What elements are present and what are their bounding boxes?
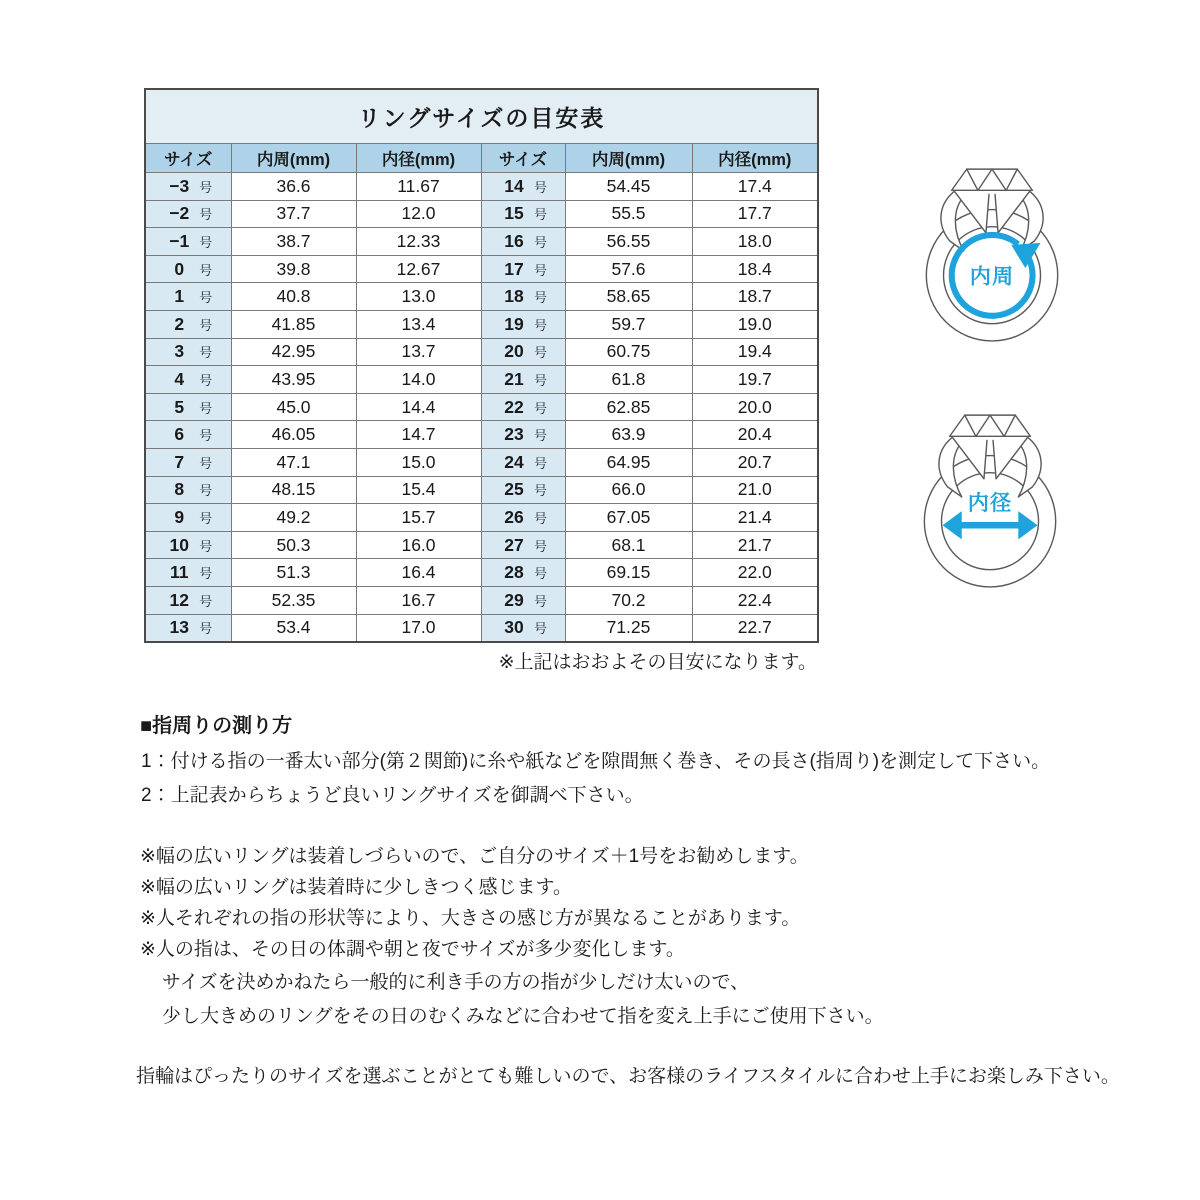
size-cell (481, 393, 565, 421)
size-unit: 号 (199, 179, 213, 195)
table-row (145, 338, 818, 366)
diameter-value-cell: 20.7 (692, 448, 818, 476)
guide-footer: 指輪はぴったりのサイズを選ぶことがとても難しいので、お客様のライフスタイルに合わせ上手にお楽しみ下さい。 (136, 1066, 1120, 1087)
table-row (145, 476, 818, 504)
circumference-value-cell: 38.7 (231, 228, 356, 256)
circumference-value-cell: 40.8 (231, 283, 356, 311)
col-header-diameter-left: 内径(mm) (356, 144, 481, 173)
circumference-value-cell: 42.95 (231, 338, 356, 366)
diameter-value-cell: 12.33 (356, 228, 481, 256)
size-unit: 号 (533, 593, 547, 609)
size-number: 18 (504, 286, 524, 307)
diameter-value-cell: 11.67 (356, 173, 481, 201)
size-unit: 号 (533, 207, 547, 223)
size-cell (145, 448, 231, 476)
diameter-value-cell: 14.4 (356, 393, 481, 421)
size-unit: 号 (199, 593, 213, 609)
size-cell (145, 366, 231, 394)
circumference-value-cell: 43.95 (231, 366, 356, 394)
table-row (145, 200, 818, 228)
col-header-circumference-right: 内周(mm) (565, 144, 692, 173)
size-cell (145, 504, 231, 532)
circumference-value-cell: 71.25 (565, 614, 692, 642)
size-cell (145, 255, 231, 283)
size-cell (145, 338, 231, 366)
size-cell (481, 531, 565, 559)
size-number: 23 (504, 424, 524, 445)
size-unit: 号 (533, 621, 547, 637)
circumference-value-cell: 50.3 (231, 531, 356, 559)
table-row (145, 531, 818, 559)
circumference-value-cell: 66.0 (565, 476, 692, 504)
size-cell (481, 283, 565, 311)
diameter-value-cell: 21.7 (692, 531, 818, 559)
size-cell (145, 283, 231, 311)
size-number: 25 (504, 479, 524, 500)
table-row (145, 228, 818, 256)
size-unit: 号 (199, 207, 213, 223)
circumference-value-cell: 37.7 (231, 200, 356, 228)
size-unit: 号 (199, 317, 213, 333)
guide-note: ※幅の広いリングは装着しづらいので、ご自分のサイズ＋1号をお勧めします。 (140, 846, 809, 867)
circumference-value-cell: 49.2 (231, 504, 356, 532)
table-row (145, 504, 818, 532)
size-unit: 号 (533, 372, 547, 388)
circumference-value-cell: 61.8 (565, 366, 692, 394)
circumference-value-cell: 46.05 (231, 421, 356, 449)
size-number: −1 (169, 230, 190, 251)
size-unit: 号 (533, 345, 547, 361)
circumference-value-cell: 57.6 (565, 255, 692, 283)
circumference-value-cell: 54.45 (565, 173, 692, 201)
size-unit: 号 (199, 290, 213, 306)
size-number: 29 (504, 589, 524, 610)
size-number: 0 (174, 258, 185, 279)
circumference-value-cell: 48.15 (231, 476, 356, 504)
diameter-value-cell: 21.4 (692, 504, 818, 532)
size-unit: 号 (533, 483, 547, 499)
circumference-value-cell: 47.1 (231, 448, 356, 476)
size-number: 11 (169, 562, 189, 583)
size-unit: 号 (533, 428, 547, 444)
diameter-value-cell: 13.7 (356, 338, 481, 366)
circumference-value-cell: 68.1 (565, 531, 692, 559)
table-row (145, 173, 818, 201)
size-unit: 号 (199, 510, 213, 526)
size-unit: 号 (533, 234, 547, 250)
size-cell (145, 228, 231, 256)
circumference-value-cell: 64.95 (565, 448, 692, 476)
size-number: 13 (169, 617, 189, 638)
circumference-value-cell: 53.4 (231, 614, 356, 642)
size-number: 28 (504, 562, 524, 583)
diameter-value-cell: 20.0 (692, 393, 818, 421)
size-cell (145, 200, 231, 228)
col-header-size-right: サイズ (481, 144, 565, 173)
diameter-value-cell: 22.7 (692, 614, 818, 642)
size-number: 3 (174, 341, 185, 362)
circumference-value-cell: 41.85 (231, 310, 356, 338)
size-cell (481, 476, 565, 504)
guide-note: ※幅の広いリングは装着時に少しきつく感じます。 (140, 877, 573, 898)
circumference-value-cell: 56.55 (565, 228, 692, 256)
size-unit: 号 (533, 317, 547, 333)
circumference-value-cell: 55.5 (565, 200, 692, 228)
table-row (145, 393, 818, 421)
diamond-icon (950, 415, 1031, 436)
ring-size-table (144, 88, 819, 643)
col-header-size-left: サイズ (145, 144, 231, 173)
guide-step: 2：上記表からちょうど良いリングサイズを御調べ下さい。 (141, 785, 644, 806)
size-unit: 号 (199, 345, 213, 361)
size-cell (145, 614, 231, 642)
diameter-value-cell: 19.0 (692, 310, 818, 338)
size-number: 14 (504, 175, 524, 196)
size-number: 24 (504, 451, 524, 472)
table-row (145, 310, 818, 338)
circumference-value-cell: 51.3 (231, 559, 356, 587)
circumference-value-cell: 39.8 (231, 255, 356, 283)
size-number: 27 (504, 534, 524, 555)
size-cell (145, 559, 231, 587)
guide-note-continuation: 少し大きめのリングをその日のむくみなどに合わせて指を変え上手にご使用下さい。 (162, 1006, 884, 1027)
size-unit: 号 (533, 262, 547, 278)
ring-inner-circumference-diagram (901, 156, 1079, 350)
size-cell (145, 586, 231, 614)
size-cell (145, 310, 231, 338)
table-row (145, 559, 818, 587)
circumference-value-cell: 52.35 (231, 586, 356, 614)
size-cell (145, 421, 231, 449)
diameter-value-cell: 14.7 (356, 421, 481, 449)
diameter-value-cell: 13.0 (356, 283, 481, 311)
diameter-value-cell: 21.0 (692, 476, 818, 504)
diameter-value-cell: 20.4 (692, 421, 818, 449)
circumference-value-cell: 63.9 (565, 421, 692, 449)
size-number: 22 (504, 396, 524, 417)
table-header-row (145, 144, 818, 173)
table-title-row (145, 89, 818, 144)
size-number: 7 (174, 451, 185, 472)
diameter-value-cell: 19.7 (692, 366, 818, 394)
col-header-diameter-right: 内径(mm) (692, 144, 818, 173)
circumference-value-cell: 58.65 (565, 283, 692, 311)
size-cell (481, 559, 565, 587)
size-unit: 号 (199, 483, 213, 499)
circumference-value-cell: 59.7 (565, 310, 692, 338)
circumference-value-cell: 36.6 (231, 173, 356, 201)
diameter-value-cell: 17.4 (692, 173, 818, 201)
diameter-value-cell: 22.0 (692, 559, 818, 587)
circumference-value-cell: 60.75 (565, 338, 692, 366)
size-number: 10 (169, 534, 189, 555)
size-cell (145, 173, 231, 201)
guide-note: ※人の指は、その日の体調や朝と夜でサイズが多少変化します。 (140, 939, 685, 960)
size-unit: 号 (199, 234, 213, 250)
size-number: 8 (174, 479, 185, 500)
table-row (145, 283, 818, 311)
diameter-value-cell: 18.7 (692, 283, 818, 311)
size-unit: 号 (533, 538, 547, 554)
size-unit: 号 (533, 179, 547, 195)
diameter-value-cell: 15.7 (356, 504, 481, 532)
size-unit: 号 (199, 400, 213, 416)
ring-inner-diameter-diagram (899, 402, 1077, 596)
diameter-value-cell: 17.0 (356, 614, 481, 642)
size-number: 5 (174, 396, 185, 417)
circumference-value-cell: 69.15 (565, 559, 692, 587)
size-number: 21 (504, 368, 524, 389)
size-cell (145, 531, 231, 559)
size-cell (481, 448, 565, 476)
diameter-value-cell: 16.0 (356, 531, 481, 559)
size-number: 12 (169, 589, 189, 610)
circumference-value-cell: 45.0 (231, 393, 356, 421)
size-cell (481, 173, 565, 201)
size-cell (145, 393, 231, 421)
circumference-value-cell: 70.2 (565, 586, 692, 614)
size-cell (481, 366, 565, 394)
size-cell (481, 255, 565, 283)
table-row (145, 366, 818, 394)
size-unit: 号 (199, 372, 213, 388)
size-number: 1 (174, 286, 185, 307)
table-row (145, 255, 818, 283)
size-cell (481, 338, 565, 366)
size-number: 16 (504, 230, 524, 251)
diameter-value-cell: 15.0 (356, 448, 481, 476)
table-row (145, 614, 818, 642)
guide-note-continuation: サイズを決めかねたら一般的に利き手の方の指が少しだけ太いので、 (162, 972, 750, 993)
diameter-label: 内径 (967, 492, 1013, 516)
diameter-value-cell: 18.4 (692, 255, 818, 283)
table-row (145, 448, 818, 476)
guide-note: ※人それぞれの指の形状等により、大きさの感じ方が異なることがあります。 (140, 908, 801, 929)
diameter-value-cell: 16.7 (356, 586, 481, 614)
size-number: 6 (174, 424, 185, 445)
size-cell (481, 614, 565, 642)
diameter-value-cell: 17.7 (692, 200, 818, 228)
size-unit: 号 (533, 290, 547, 306)
size-number: −3 (169, 175, 190, 196)
size-cell (481, 421, 565, 449)
size-cell (481, 586, 565, 614)
size-number: 9 (174, 506, 185, 527)
size-number: 19 (504, 313, 524, 334)
size-unit: 号 (533, 510, 547, 526)
size-unit: 号 (199, 455, 213, 471)
table-row (145, 421, 818, 449)
table-row (145, 586, 818, 614)
size-number: 4 (174, 368, 185, 389)
size-unit: 号 (199, 566, 213, 582)
size-number: 2 (174, 313, 185, 334)
size-number: 26 (504, 506, 524, 527)
guide-heading: ■指周りの測り方 (140, 715, 293, 737)
diameter-value-cell: 14.0 (356, 366, 481, 394)
diameter-value-cell: 12.67 (356, 255, 481, 283)
table-title: リングサイズの目安表 (145, 89, 818, 144)
size-cell (481, 200, 565, 228)
diamond-icon (952, 169, 1033, 190)
size-unit: 号 (199, 621, 213, 637)
size-unit: 号 (199, 262, 213, 278)
size-number: −2 (169, 203, 190, 224)
diameter-value-cell: 22.4 (692, 586, 818, 614)
size-table-body (145, 173, 818, 642)
circumference-value-cell: 62.85 (565, 393, 692, 421)
size-unit: 号 (533, 566, 547, 582)
size-cell (481, 504, 565, 532)
circumference-value-cell: 67.05 (565, 504, 692, 532)
size-number: 17 (504, 258, 524, 279)
size-unit: 号 (199, 428, 213, 444)
diameter-value-cell: 16.4 (356, 559, 481, 587)
size-unit: 号 (533, 455, 547, 471)
size-unit: 号 (533, 400, 547, 416)
size-number: 20 (504, 341, 524, 362)
diameter-value-cell: 18.0 (692, 228, 818, 256)
size-unit: 号 (199, 538, 213, 554)
diameter-value-cell: 15.4 (356, 476, 481, 504)
diameter-value-cell: 12.0 (356, 200, 481, 228)
diameter-value-cell: 13.4 (356, 310, 481, 338)
size-cell (481, 228, 565, 256)
circumference-label: 内周 (969, 265, 1015, 289)
size-number: 15 (504, 203, 524, 224)
guide-step: 1：付ける指の一番太い部分(第２関節)に糸や紙などを隙間無く巻き、その長さ(指周り)を測定して下さい。 (141, 751, 1051, 772)
size-number: 30 (504, 617, 524, 638)
diameter-value-cell: 19.4 (692, 338, 818, 366)
table-footnote: ※上記はおおよその目安になります。 (498, 652, 817, 673)
size-cell (481, 310, 565, 338)
col-header-circumference-left: 内周(mm) (231, 144, 356, 173)
size-cell (145, 476, 231, 504)
